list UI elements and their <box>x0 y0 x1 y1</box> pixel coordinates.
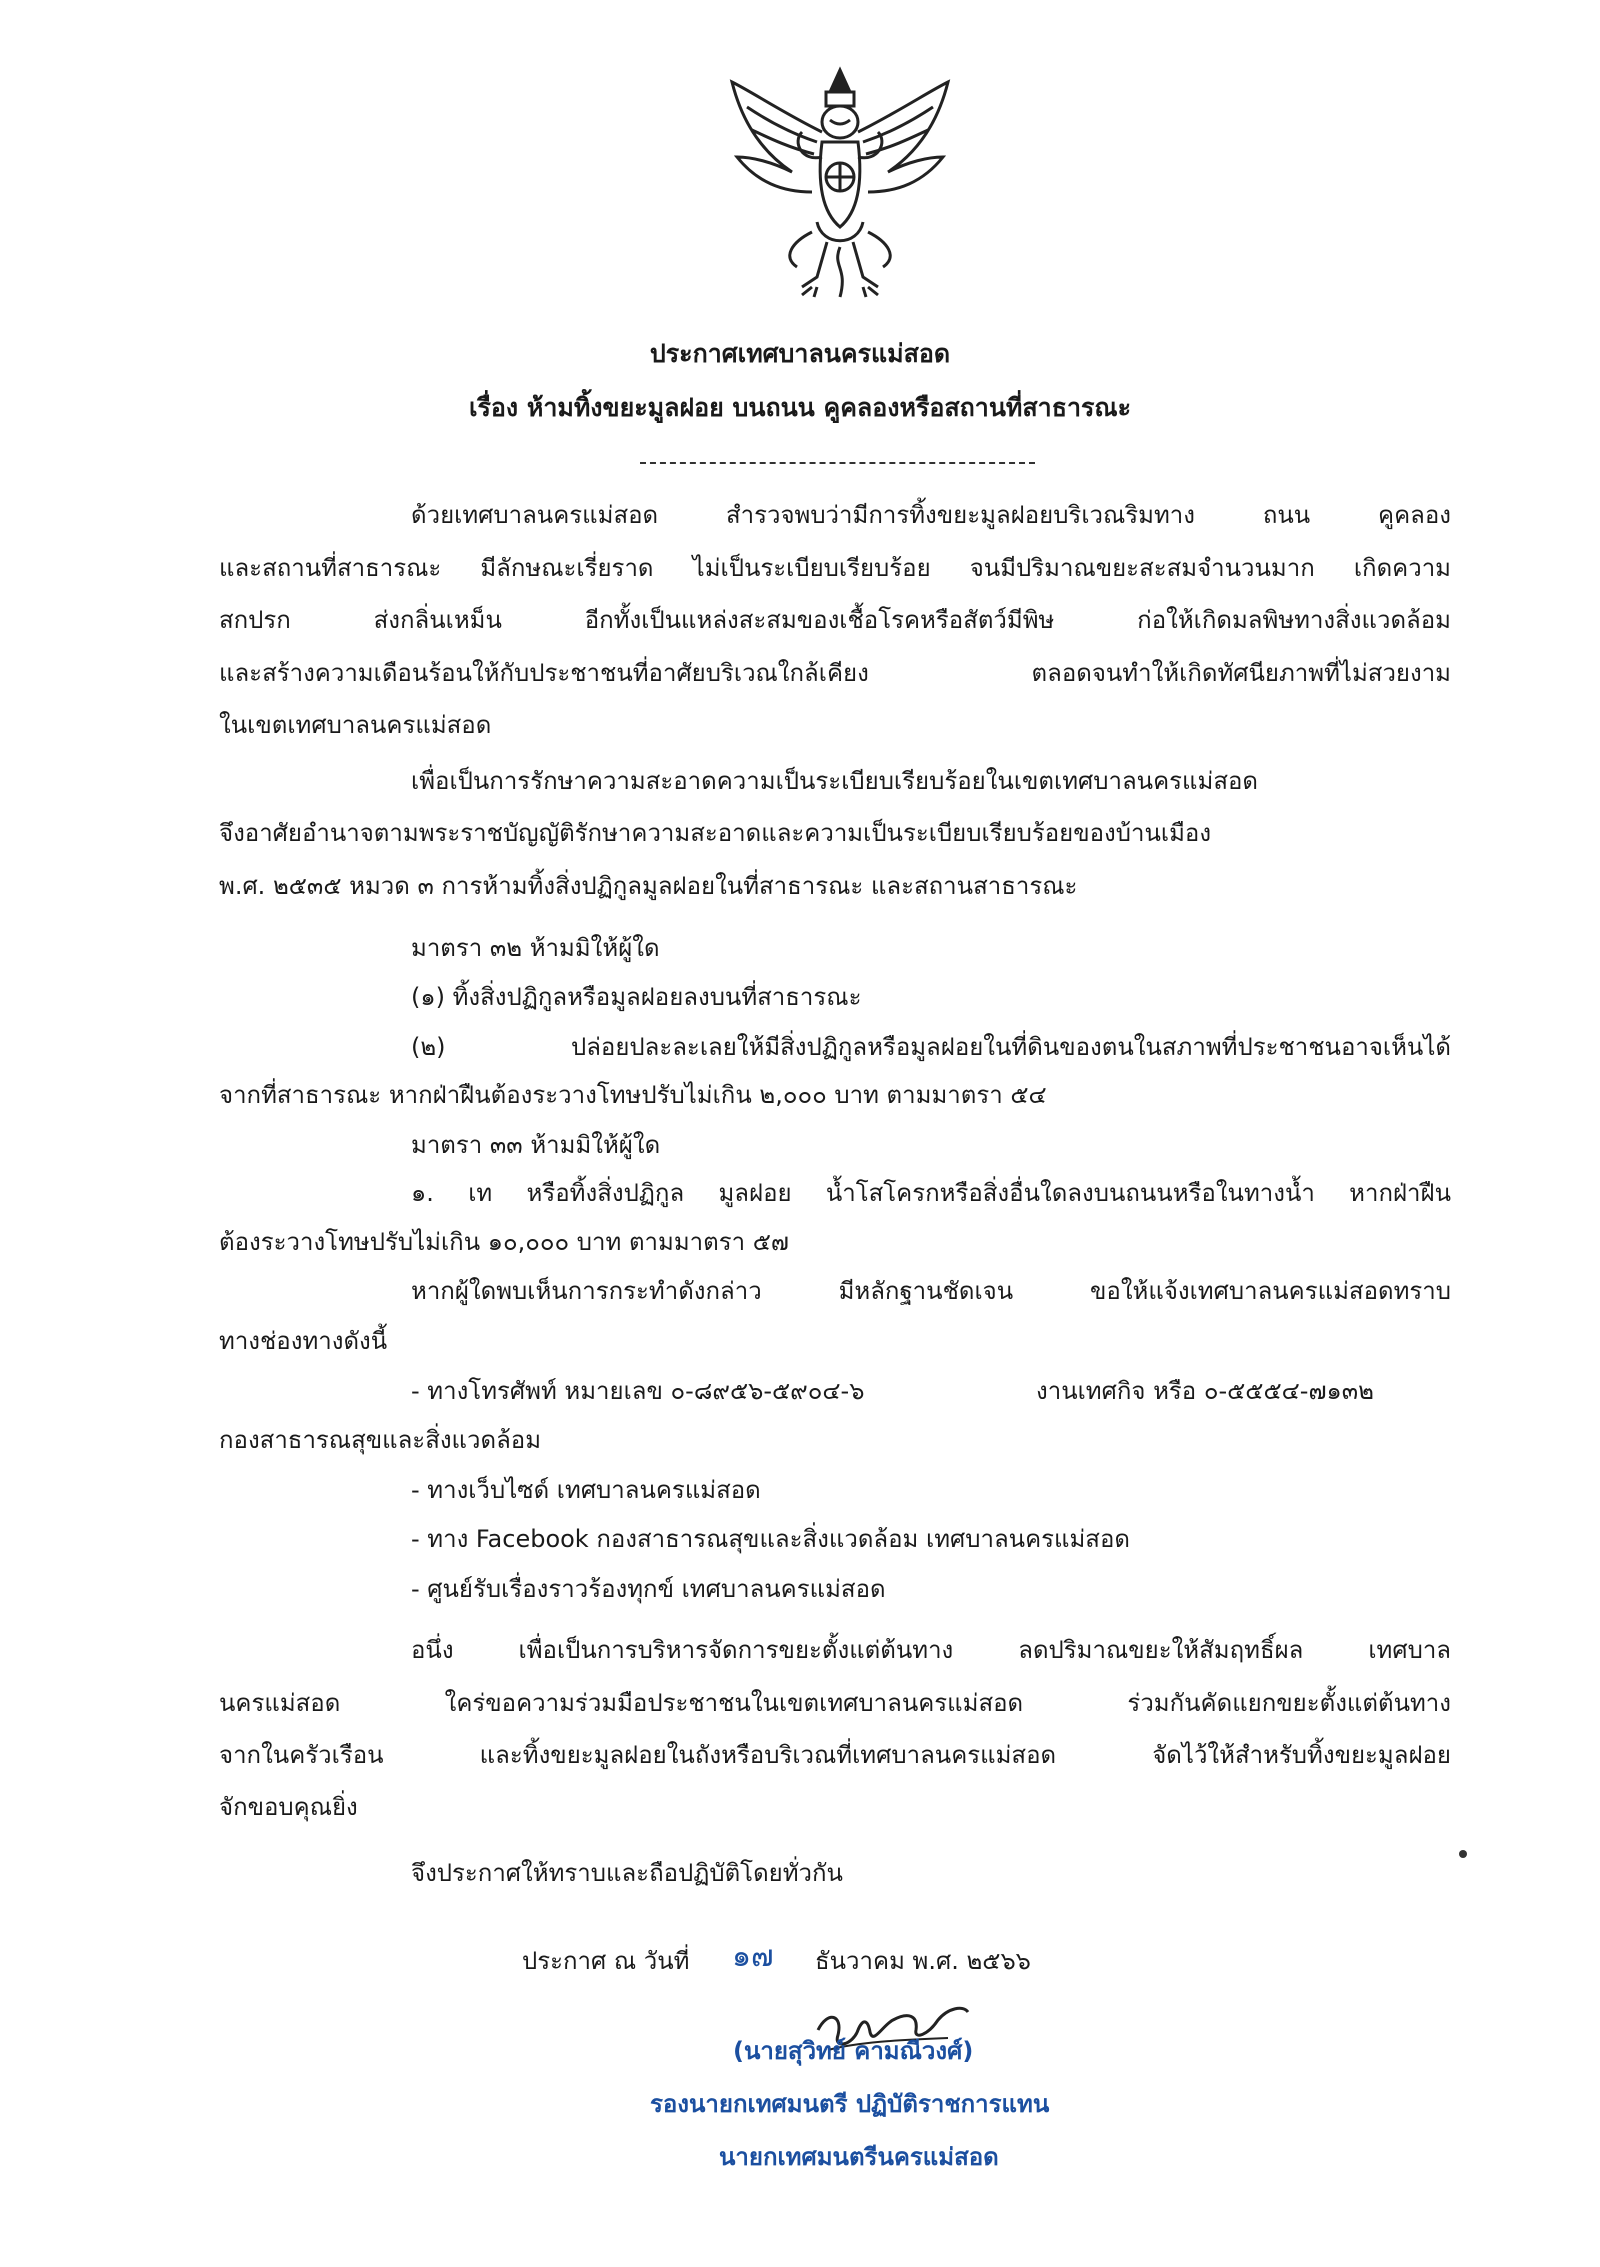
signer-position: รองนายกเทศมนตรี ปฏิบัติราชการแทน <box>650 2090 1050 2118</box>
para2-line: พ.ศ. ๒๕๓๕ หมวด ๓ การห้ามทิ้งสิ่งปฏิกูลมูลฝอยในที่สาธารณะ และสถานสาธารณะ <box>219 872 1078 900</box>
para3-line: นครแม่สอด ใคร่ขอความร่วมมือประชาชนในเขตเทศบาลนครแม่สอด ร่วมกันคัดแยกขยะตั้งแต่ต้นทาง <box>219 1689 1451 1717</box>
para2-line: จึงอาศัยอำนาจตามพระราชบัญญัติรักษาความสะอาดและความเป็นระเบียบเรียบร้อยของบ้านเมือง <box>219 819 1212 847</box>
para3-line: อนึ่ง เพื่อเป็นการบริหารจัดการขยะตั้งแต่ต้นทาง ลดปริมาณขยะให้สัมฤทธิ์ผล เทศบาล <box>411 1636 1451 1664</box>
para1-line: สกปรก ส่งกลิ่นเหม็น อีกทั้งเป็นแหล่งสะสมของเชื้อโรคหรือสัตว์มีพิษ ก่อให้เกิดมลพิษทางสิ่งแวดล้อม <box>219 606 1451 634</box>
section32-item2: (๒) ปล่อยปละละเลยให้มีสิ่งปฏิกูลหรือมูลฝอยในที่ดินของตนในสภาพที่ประชาชนอาจเห็นได้ <box>411 1033 1451 1061</box>
ink-speck <box>1459 1850 1467 1858</box>
para3-line: จักขอบคุณยิ่ง <box>219 1793 358 1821</box>
section32-item1: (๑) ทิ้งสิ่งปฏิกูลหรือมูลฝอยลงบนที่สาธารณะ <box>411 983 862 1011</box>
para3-line: จากในครัวเรือน และทิ้งขยะมูลฝอยในถังหรือบริเวณที่เทศบาลนครแม่สอด จัดไว้ให้สำหรับทิ้งขยะมูลฝอย <box>219 1741 1451 1769</box>
report-line: ทางช่องทางดังนี้ <box>219 1327 388 1355</box>
para1-line: และสถานที่สาธารณะ มีลักษณะเรี่ยราด ไม่เป็นระเบียบเรียบร้อย จนมีปริมาณขยะสะสมจำนวนมาก เกิดความ <box>219 554 1451 582</box>
report-facebook: - ทาง Facebook กองสาธารณสุขและสิ่งแวดล้อม เทศบาลนครแม่สอด <box>411 1525 1130 1553</box>
announcement-title: ประกาศเทศบาลนครแม่สอด <box>649 339 951 368</box>
para1-line: และสร้างความเดือนร้อนให้กับประชาชนที่อาศัยบริเวณใกล้เคียง ตลอดจนทำให้เกิดทัศนียภาพที่ไม่สวยงาม <box>219 659 1451 687</box>
para1-line: ในเขตเทศบาลนครแม่สอด <box>219 711 492 739</box>
section33-heading: มาตรา ๓๓ ห้ามมิให้ผู้ใด <box>411 1131 661 1159</box>
closing-statement: จึงประกาศให้ทราบและถือปฏิบัติโดยทั่วกัน <box>411 1859 843 1887</box>
report-phone-extra: งานเทศกิจ หรือ ๐-๕๕๕๔-๗๑๓๒ <box>1036 1377 1374 1405</box>
section33-item1: ๑. เท หรือทิ้งสิ่งปฏิกูล มูลฝอย น้ำโสโครกหรือสิ่งอื่นใดลงบนถนนหรือในทางน้ำ หากฝ่าฝืน <box>411 1179 1451 1207</box>
announcement-subject: เรื่อง ห้ามทิ้งขยะมูลฝอย บนถนน คูคลองหรือสถานที่สาธารณะ <box>468 393 1132 422</box>
signer-name: (นายสุวิทย์ คามณีวงศ์) <box>733 2037 974 2065</box>
title-divider <box>640 462 1035 464</box>
section32-heading: มาตรา ๓๒ ห้ามมิให้ผู้ใด <box>411 934 660 962</box>
signer-title: นายกเทศมนตรีนครแม่สอด <box>719 2143 999 2171</box>
section32-item2-cont: จากที่สาธารณะ หากฝ่าฝืนต้องระวางโทษปรับไม่เกิน ๒,๐๐๐ บาท ตามมาตรา ๕๔ <box>219 1081 1047 1109</box>
date-day: ๑๗ <box>732 1939 774 1974</box>
report-line: หากผู้ใดพบเห็นการกระทำดังกล่าว มีหลักฐานชัดเจน ขอให้แจ้งเทศบาลนครแม่สอดทราบ <box>411 1277 1451 1305</box>
report-website: - ทางเว็บไซด์ เทศบาลนครแม่สอด <box>411 1476 761 1504</box>
para1-line: ด้วยเทศบาลนครแม่สอด สำรวจพบว่ามีการทิ้งขยะมูลฝอยบริเวณริมทาง ถนน คูคลอง <box>411 501 1451 529</box>
garuda-emblem-icon <box>722 62 958 302</box>
section33-item1-cont: ต้องระวางโทษปรับไม่เกิน ๑๐,๐๐๐ บาท ตามมาตรา ๕๗ <box>219 1228 789 1256</box>
date-month-year: ธันวาคม พ.ศ. ๒๕๖๖ <box>815 1947 1031 1975</box>
report-phone: - ทางโทรศัพท์ หมายเลข ๐-๘๙๕๖-๕๙๐๔-๖ <box>411 1377 865 1405</box>
para2-line: เพื่อเป็นการรักษาความสะอาดความเป็นระเบียบเรียบร้อยในเขตเทศบาลนครแม่สอด <box>411 767 1258 795</box>
report-center: - ศูนย์รับเรื่องราวร้องทุกข์ เทศบาลนครแม่สอด <box>411 1575 886 1603</box>
date-prefix: ประกาศ ณ วันที่ <box>522 1947 690 1975</box>
report-phone-dept: กองสาธารณสุขและสิ่งแวดล้อม <box>219 1426 542 1454</box>
